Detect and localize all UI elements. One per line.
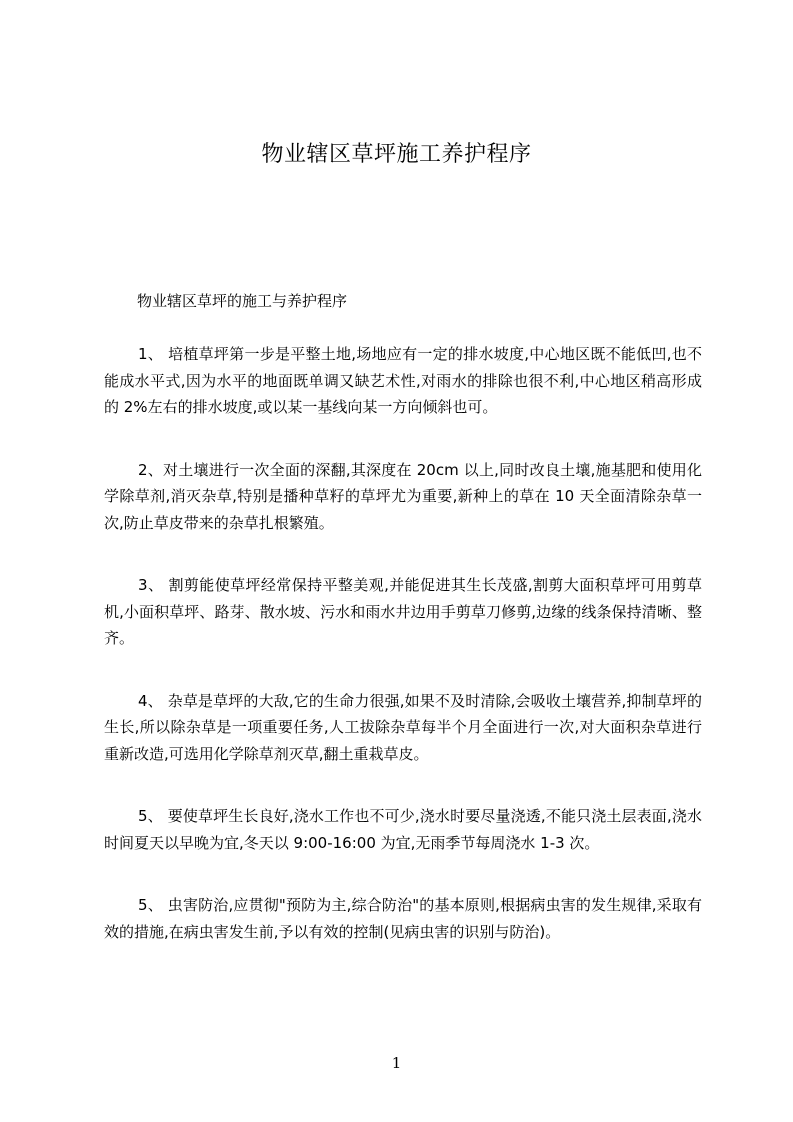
- document-title: 物业辖区草坪施工养护程序: [261, 142, 532, 167]
- paragraph-1: 1、 培植草坪第一步是平整土地,场地应有一定的排水坡度,中心地区既不能低凹,也不能成水平式,因为水平的地面既单调又缺艺术性,对雨水的排除也很不利,中心地区稍高形成的 2%左右的排水坡度,或以某一基线向某一方向倾斜也可。: [104, 345, 702, 416]
- paragraph-4: 4、 杂草是草坪的大敌,它的生命力很强,如果不及时清除,会吸收土壤营养,抑制草坪的生长,所以除杂草是一项重要任务,人工拔除杂草每半个月全面进行一次,对大面积杂草进行重新改造,可选用化学除草剂灭草,翻土重栽草皮。: [104, 691, 702, 763]
- page-number: 1: [391, 1054, 402, 1072]
- paragraph-5: 5、 要使草坪生长良好,浇水工作也不可少,浇水时要尽量浇透,不能只浇土层表面,浇水时间夏天以早晚为宜,冬天以 9:00-16:00 为宜,无雨季节每周浇水 1-3 次。: [104, 807, 702, 852]
- paragraph-2: 2、对土壤进行一次全面的深翻,其深度在 20cm 以上,同时改良土壤,施基肥和使用化学除草剂,消灭杂草,特别是播种草籽的草坪尤为重要,新种上的草在 10 天全面清除杂草一次,防止草皮带来的杂草扎根繁殖。: [104, 460, 702, 532]
- document-body: [104, 341, 702, 981]
- document-subtitle: 物业辖区草坪的施工与养护程序: [137, 292, 348, 310]
- paragraph-3: 3、 割剪能使草坪经常保持平整美观,并能促进其生长茂盛,割剪大面积草坪可用剪草机,小面积草坪、路芽、散水坡、污水和雨水井边用手剪草刀修剪,边缘的线条保持清晰、整齐。: [104, 576, 702, 647]
- paragraph-6: 5、 虫害防治,应贯彻"预防为主,综合防治"的基本原则,根据病虫害的发生规律,采取有效的措施,在病虫害发生前,予以有效的控制(见病虫害的识别与防治)。: [104, 896, 702, 941]
